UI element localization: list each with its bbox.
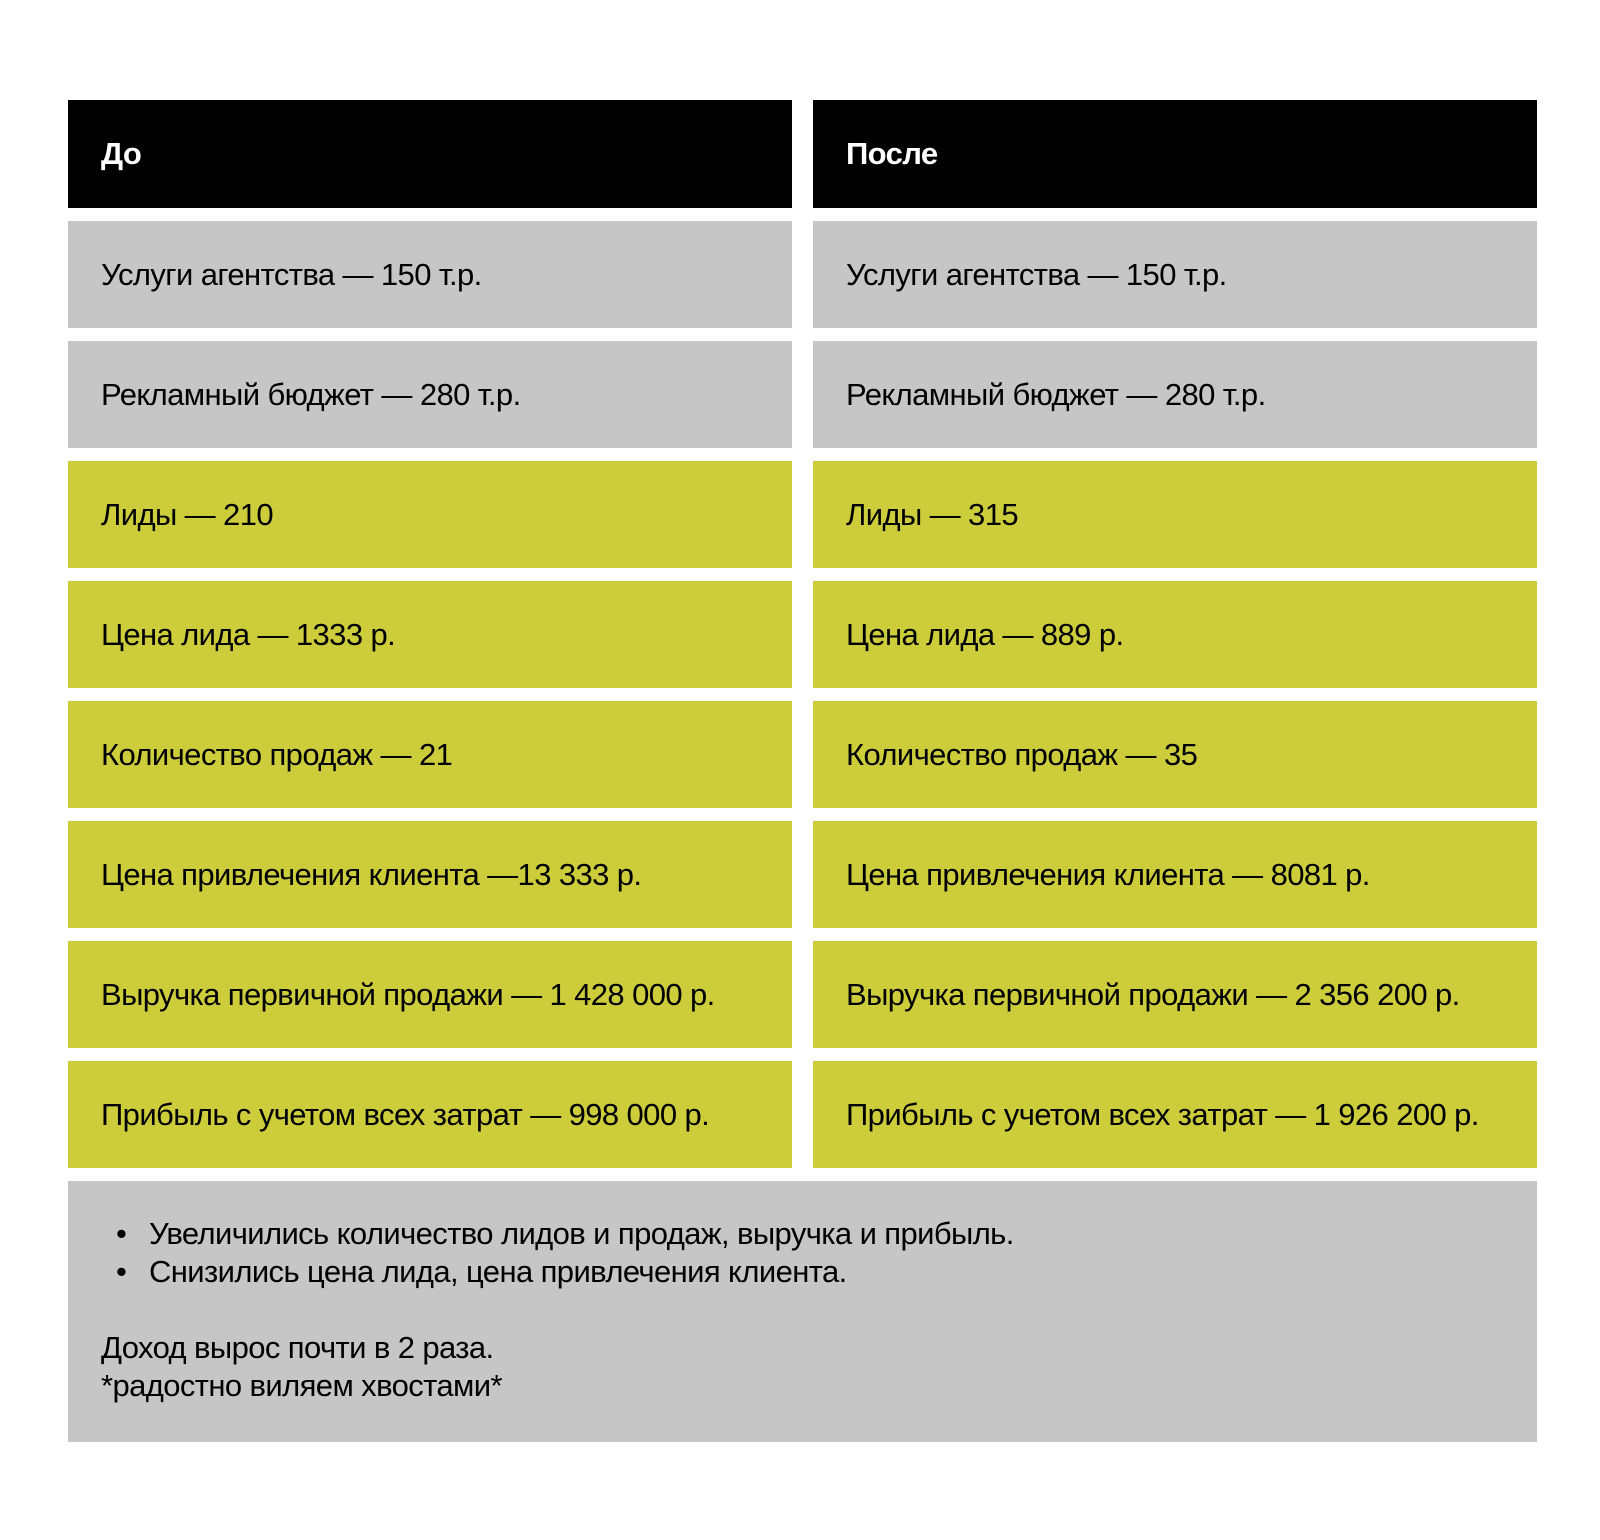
row-primary-revenue-before: Выручка первичной продажи — 1 428 000 р.: [68, 941, 792, 1048]
row-agency-services-before: Услуги агентства — 150 т.р.: [68, 221, 792, 328]
row-acquisition-cost-before: Цена привлечения клиента —13 333 р.: [68, 821, 792, 928]
header-after: После: [813, 100, 1537, 208]
bullet-dot-icon: •: [116, 1254, 127, 1289]
row-agency-services-after: Услуги агентства — 150 т.р.: [813, 221, 1537, 328]
row-primary-revenue-after: Выручка первичной продажи — 2 356 200 р.: [813, 941, 1537, 1048]
row-lead-price-before: Цена лида — 1333 р.: [68, 581, 792, 688]
row-leads-after: Лиды — 315: [813, 461, 1537, 568]
row-profit-after: Прибыль с учетом всех затрат — 1 926 200 р.: [813, 1061, 1537, 1168]
row-ad-budget-before: Рекламный бюджет — 280 т.р.: [68, 341, 792, 448]
summary-bullet-item: [116, 1215, 1504, 1253]
bullet-dot-icon: •: [116, 1216, 127, 1251]
summary-conclusion: [101, 1329, 1504, 1405]
summary-box: [68, 1181, 1537, 1442]
row-ad-budget-after: Рекламный бюджет — 280 т.р.: [813, 341, 1537, 448]
row-sales-count-after: Количество продаж — 35: [813, 701, 1537, 808]
summary-bullet-text: Снизились цена лида, цена привлечения клиента.: [149, 1254, 847, 1289]
row-sales-count-before: Количество продаж — 21: [68, 701, 792, 808]
summary-bullet-item: [116, 1253, 1504, 1291]
conclusion-line-income: Доход вырос почти в 2 раза.: [101, 1330, 494, 1365]
summary-bullets: [101, 1215, 1504, 1291]
summary-bullet-text: Увеличились количество лидов и продаж, выручка и прибыль.: [149, 1216, 1014, 1251]
row-lead-price-after: Цена лида — 889 р.: [813, 581, 1537, 688]
conclusion-line-tails: *радостно виляем хвостами*: [101, 1368, 502, 1403]
row-acquisition-cost-after: Цена привлечения клиента — 8081 р.: [813, 821, 1537, 928]
header-before: До: [68, 100, 792, 208]
row-profit-before: Прибыль с учетом всех затрат — 998 000 р.: [68, 1061, 792, 1168]
row-leads-before: Лиды — 210: [68, 461, 792, 568]
comparison-grid: [68, 100, 1537, 1168]
comparison-table: [68, 100, 1537, 1442]
